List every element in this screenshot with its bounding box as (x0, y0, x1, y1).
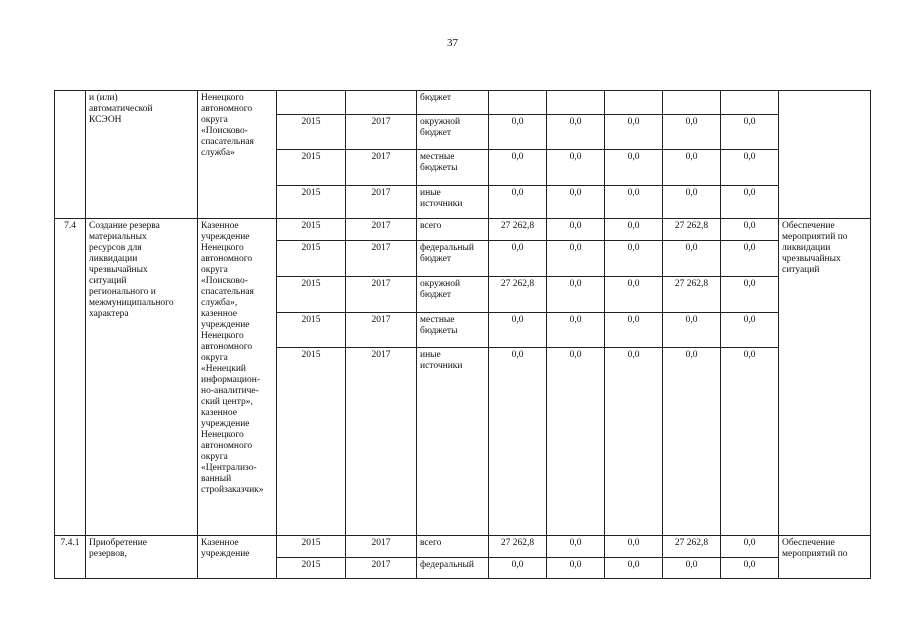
end-year: 2017 (346, 150, 417, 186)
amount-year-4: 0,0 (721, 241, 779, 277)
amount-year-2: 0,0 (605, 277, 663, 313)
amount-year-1: 0,0 (547, 313, 605, 348)
amount-total: 27 262,8 (489, 277, 547, 313)
table-row (55, 91, 871, 115)
funding-source: окружной бюджет (417, 115, 489, 150)
end-year: 2017 (346, 348, 417, 536)
amount-year-2: 0,0 (605, 536, 663, 558)
item-code (55, 91, 86, 219)
start-year: 2015 (277, 219, 346, 241)
amount-year-1: 0,0 (547, 219, 605, 241)
funding-source: федеральный бюджет (417, 241, 489, 277)
amount-year-4: 0,0 (721, 277, 779, 313)
amount-year-1: 0,0 (547, 241, 605, 277)
amount-year-4: 0,0 (721, 150, 779, 186)
amount-year-3: 0,0 (663, 348, 721, 536)
amount-year-4: 0,0 (721, 115, 779, 150)
table-row (55, 219, 871, 241)
end-year (346, 91, 417, 115)
expected-result (779, 91, 871, 219)
amount-year-3: 0,0 (663, 558, 721, 579)
amount-total: 0,0 (489, 186, 547, 219)
amount-year-3: 27 262,8 (663, 219, 721, 241)
end-year: 2017 (346, 558, 417, 579)
amount-total: 0,0 (489, 558, 547, 579)
funding-source: всего (417, 536, 489, 558)
amount-year-2: 0,0 (605, 115, 663, 150)
amount-year-3: 0,0 (663, 186, 721, 219)
amount-year-3: 0,0 (663, 241, 721, 277)
amount-total: 0,0 (489, 115, 547, 150)
funding-source: местные бюджеты (417, 150, 489, 186)
amount-year-2: 0,0 (605, 150, 663, 186)
start-year: 2015 (277, 150, 346, 186)
amount-year-1: 0,0 (547, 115, 605, 150)
start-year: 2015 (277, 348, 346, 536)
amount-total: 27 262,8 (489, 219, 547, 241)
amount-year-3: 0,0 (663, 115, 721, 150)
end-year: 2017 (346, 277, 417, 313)
page-number: 37 (447, 37, 458, 49)
amount-total (489, 91, 547, 115)
funding-source: бюджет (417, 91, 489, 115)
amount-year-4: 0,0 (721, 219, 779, 241)
amount-year-3: 0,0 (663, 313, 721, 348)
amount-total: 0,0 (489, 150, 547, 186)
item-code: 7.4.1 (55, 536, 86, 579)
amount-year-4: 0,0 (721, 186, 779, 219)
funding-source: всего (417, 219, 489, 241)
amount-year-2 (605, 91, 663, 115)
table-row (55, 536, 871, 558)
end-year: 2017 (346, 186, 417, 219)
amount-year-3: 27 262,8 (663, 277, 721, 313)
amount-total: 0,0 (489, 313, 547, 348)
item-name: и (или) автоматической КСЭОН (86, 91, 198, 219)
amount-year-1: 0,0 (547, 277, 605, 313)
end-year: 2017 (346, 313, 417, 348)
end-year: 2017 (346, 115, 417, 150)
start-year: 2015 (277, 536, 346, 558)
amount-year-1: 0,0 (547, 348, 605, 536)
item-executor: Ненецкого автономного округа «Поисково- спасательная служба» (198, 91, 277, 219)
start-year (277, 91, 346, 115)
start-year: 2015 (277, 186, 346, 219)
amount-total: 0,0 (489, 348, 547, 536)
funding-source: местные бюджеты (417, 313, 489, 348)
item-name: Создание резерва материальных ресурсов для ликвидации чрезвычайных ситуаций регионального и межмуниципального характера (86, 219, 198, 536)
amount-year-1: 0,0 (547, 536, 605, 558)
amount-year-2: 0,0 (605, 348, 663, 536)
amount-year-4: 0,0 (721, 313, 779, 348)
end-year: 2017 (346, 536, 417, 558)
item-name: Приобретение резервов, (86, 536, 198, 579)
amount-year-4: 0,0 (721, 536, 779, 558)
amount-year-1: 0,0 (547, 150, 605, 186)
amount-year-2: 0,0 (605, 186, 663, 219)
amount-year-3: 27 262,8 (663, 536, 721, 558)
start-year: 2015 (277, 558, 346, 579)
funding-source: иные источники (417, 348, 489, 536)
funding-source: федеральный (417, 558, 489, 579)
start-year: 2015 (277, 241, 346, 277)
item-code: 7.4 (55, 219, 86, 536)
end-year: 2017 (346, 241, 417, 277)
item-executor: Казенное учреждение Ненецкого автономного округа «Поисково- спасательная служба», казенное учреждение Ненецкого автономного округа «Ненецкий информацион- но-аналитиче- ский центр», казенное учреждение Ненецкого автономного округа «Централизо- ванный стройзаказчик» (198, 219, 277, 536)
funding-source: окружной бюджет (417, 277, 489, 313)
amount-year-1 (547, 91, 605, 115)
funding-source: иные источники (417, 186, 489, 219)
program-table (54, 90, 871, 579)
end-year: 2017 (346, 219, 417, 241)
amount-total: 0,0 (489, 241, 547, 277)
amount-year-1: 0,0 (547, 186, 605, 219)
item-executor: Казенное учреждение (198, 536, 277, 579)
amount-year-3 (663, 91, 721, 115)
expected-result: Обеспечение мероприятий по ликвидации чрезвычайных ситуаций (779, 219, 871, 536)
amount-year-3: 0,0 (663, 150, 721, 186)
start-year: 2015 (277, 277, 346, 313)
amount-total: 27 262,8 (489, 536, 547, 558)
amount-year-2: 0,0 (605, 241, 663, 277)
amount-year-4: 0,0 (721, 558, 779, 579)
start-year: 2015 (277, 115, 346, 150)
amount-year-2: 0,0 (605, 313, 663, 348)
amount-year-4 (721, 91, 779, 115)
amount-year-4: 0,0 (721, 348, 779, 536)
amount-year-2: 0,0 (605, 558, 663, 579)
start-year: 2015 (277, 313, 346, 348)
amount-year-1: 0,0 (547, 558, 605, 579)
expected-result: Обеспечение мероприятий по (779, 536, 871, 579)
amount-year-2: 0,0 (605, 219, 663, 241)
